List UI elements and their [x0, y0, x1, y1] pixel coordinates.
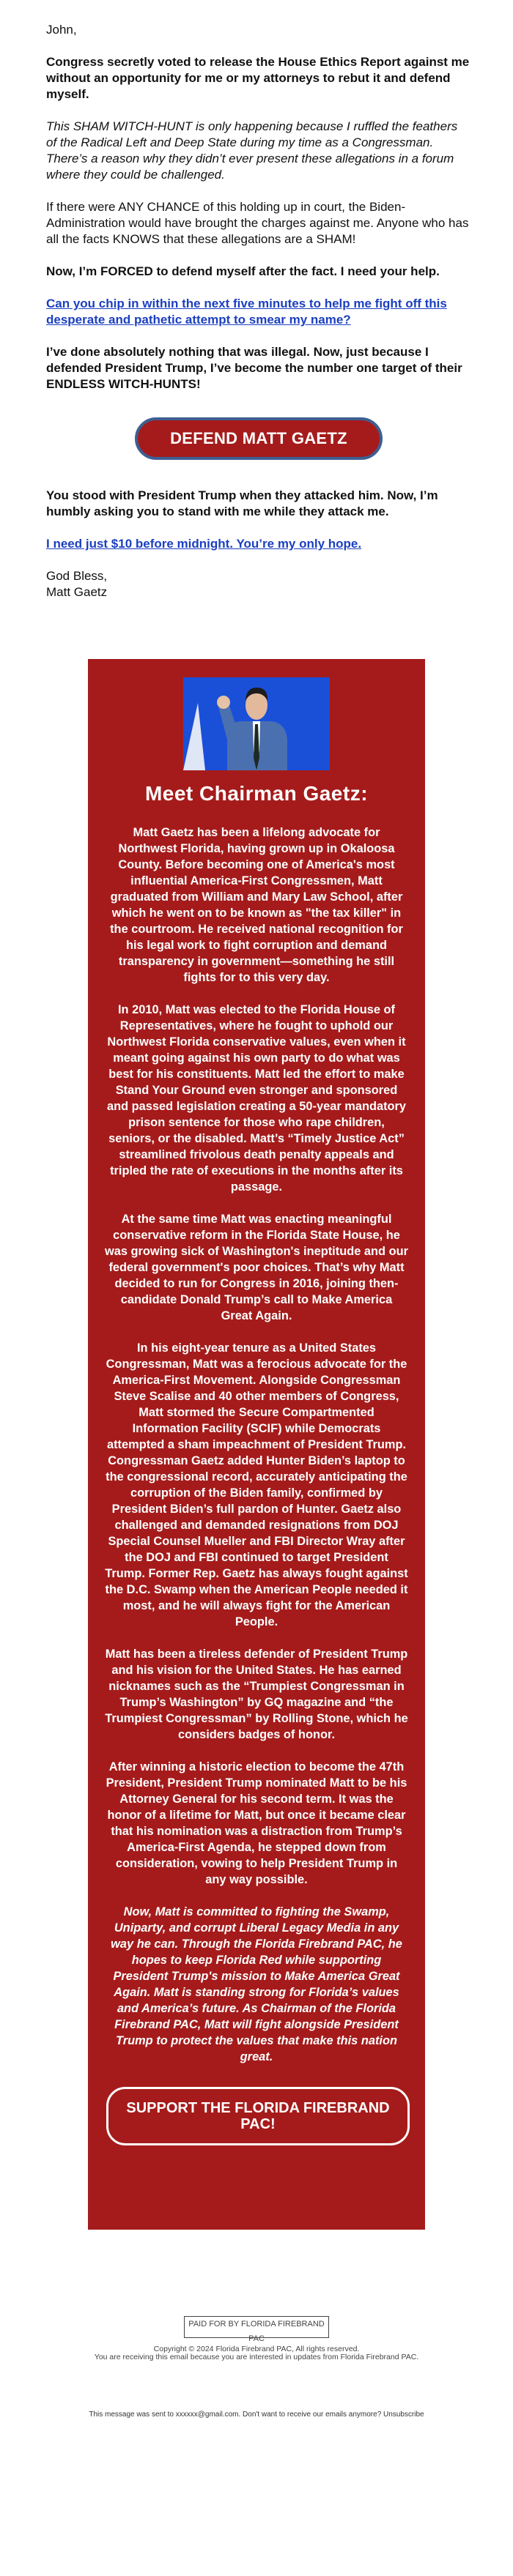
paragraph-stood-with-trump: You stood with President Trump when they attacked him. Now, I’m humbly asking you to stand with me while they attack me.	[46, 488, 438, 518]
paragraph-nothing-illegal	[46, 344, 471, 392]
greeting: John,	[46, 23, 77, 37]
bio-paragraph: In his eight-year tenure as a United States Congressman, Matt was a ferocious advocate for the America-First Movement. Alongside Congressman Steve Scalise and 40 other members of Congress, Matt stormed the Secure Compartmented Information Facility (SCIF) while Democrats attempted a sham impeachment of President Trump. Congressman Gaetz added Hunter Biden’s laptop to the congressional record, accurately anticipating the corruption of the Biden family, confirmed by President Biden’s full pardon of Hunter. Gaetz also challenged and demanded resignations from DOJ Special Counsel Mueller and FBI Director Wray after the DOJ and FBI continued to target President Trump. Former Rep. Gaetz has always fought against the D.C. Swamp when the American People needed it most, and he will always fight for the American People.	[105, 1341, 408, 1628]
paid-for-disclaimer: PAID FOR BY FLORIDA FIREBRAND PAC	[184, 2316, 329, 2338]
email-letter	[46, 22, 471, 600]
bio-section	[88, 659, 425, 2230]
copyright: Copyright © 2024 Florida Firebrand PAC, All rights reserved.	[153, 2345, 360, 2353]
bio-paragraph: At the same time Matt was enacting meaningful conservative reform in the Florida State House, he was growing sick of Washington's ineptitude and our federal government's poor choices. That’s why Matt decided to run for Congress in 2016, joining then-candidate Donald Trump’s call to Make America Great Again.	[105, 1213, 408, 1322]
text: !	[196, 377, 201, 391]
support-pac-button[interactable]: SUPPORT THE FLORIDA FIREBRAND PAC!	[106, 2087, 410, 2145]
chip-in-link[interactable]: Can you chip in within the next five minutes to help me fight off this desperate and pathetic attempt to smear my name?	[46, 297, 447, 327]
defend-matt-gaetz-button[interactable]: DEFEND MATT GAETZ	[135, 417, 383, 460]
bio-paragraph: In 2010, Matt was elected to the Florida House of Representatives, where he fought to uphold our Northwest Florida conservative values, even when it meant going against his own party to do what was best for his constituents. Matt led the effort to make Stand Your Ground even stronger and sponsored and passed legislation creating a 50-year mandatory prison sentence for those who rape children, seniors, or the disabled. Matt’s “Timely Justice Act” streamlined frivolous death penalty appeals and tripled the rate of executions in the months after its passage.	[106, 1003, 407, 1194]
paragraph-forced	[46, 264, 471, 280]
paragraph-ethics-report: Congress secretly voted to release the House Ethics Report against me without an opportunity for me or my attorneys to rebut it and defend myself.	[46, 55, 470, 101]
text: to defend myself after the fact. I need your help.	[152, 264, 440, 278]
emphasis: FORCED	[100, 264, 153, 278]
signoff-text: God Bless,	[46, 569, 108, 583]
bio-paragraph: Matt Gaetz has been a lifelong advocate for Northwest Florida, having grown up in Okaloosa County. Before becoming one of America's most influential America-First Congressmen, Matt graduated from William and Mary Law School, after which he went on to be known as "the tax killer" in the courtroom. He received national recognition for his legal work to fight corruption and demand transparency in government—something he still fights for to this very day.	[110, 826, 403, 984]
footer	[0, 2316, 513, 2361]
bio-heading: Meet Chairman Gaetz:	[144, 782, 369, 805]
bio-closing: Now, Matt is committed to fighting the Swamp, Uniparty, and corrupt Liberal Legacy Media in any way he can. Through the Florida Firebrand PAC, he hopes to keep Florida Red while supporting President Trump's mission to Make America Great Again. Matt is standing strong for Florida’s values and America’s future. As Chairman of the Florida Firebrand PAC, Matt will fight alongside President Trump to protect the values that make this nation great.	[111, 1905, 402, 2063]
signature: Matt Gaetz	[46, 585, 108, 599]
unsubscribe-link[interactable]: Unsubscribe	[383, 2411, 424, 2419]
paragraph-any-chance: If there were ANY CHANCE of this holding up in court, the Biden-Administration would have brought the charges against me. Anyone who has all the facts KNOWS that these allegations are a SHAM!	[46, 200, 469, 246]
bio-paragraph: After winning a historic election to become the 47th President, President Trump nominated Matt to be his Attorney General for his second term. It was the honor of a lifetime for Matt, but once it became clear that his nomination was a distraction from Trump’s America-First Agenda, he stepped down from consideration, vowing to help President Trump in any way possible.	[106, 1760, 407, 1886]
subscription-reason: You are receiving this email because you are interested in updates from Florida Firebrand PAC.	[94, 2353, 419, 2361]
donate-10-link[interactable]: I need just $10 before midnight. You’re my only hope.	[46, 537, 362, 551]
sent-to-text: This message was sent to xxxxxx@gmail.com. Don't want to receive our emails anymore?	[89, 2411, 384, 2419]
signoff	[46, 568, 471, 600]
bio-paragraph: Matt has been a tireless defender of President Trump and his vision for the United States. He has earned nicknames such as the “Trumpiest Congressman in Trump’s Washington” by GQ magazine and “the Trumpiest Congressman” by Rolling Stone, which he considers badges of honor.	[105, 1648, 408, 1741]
sent-to-notice	[0, 2411, 513, 2419]
paragraph-witch-hunt: This SHAM WITCH-HUNT is only happening because I ruffled the feathers of the Radical Left and Deep State during my time as a Congressman. There’s a reason why they didn’t ever present these allegations in a forum where they could be challenged.	[46, 119, 458, 182]
matt-gaetz-photo	[183, 677, 330, 770]
text: Now, I’m	[46, 264, 100, 278]
emphasis: ENDLESS WITCH-HUNTS	[46, 377, 196, 391]
bio-text	[104, 824, 409, 2081]
text: I’ve done absolutely nothing that was illegal. Now, just because I defended President Trump, I’ve become the number one target of their	[46, 345, 462, 375]
